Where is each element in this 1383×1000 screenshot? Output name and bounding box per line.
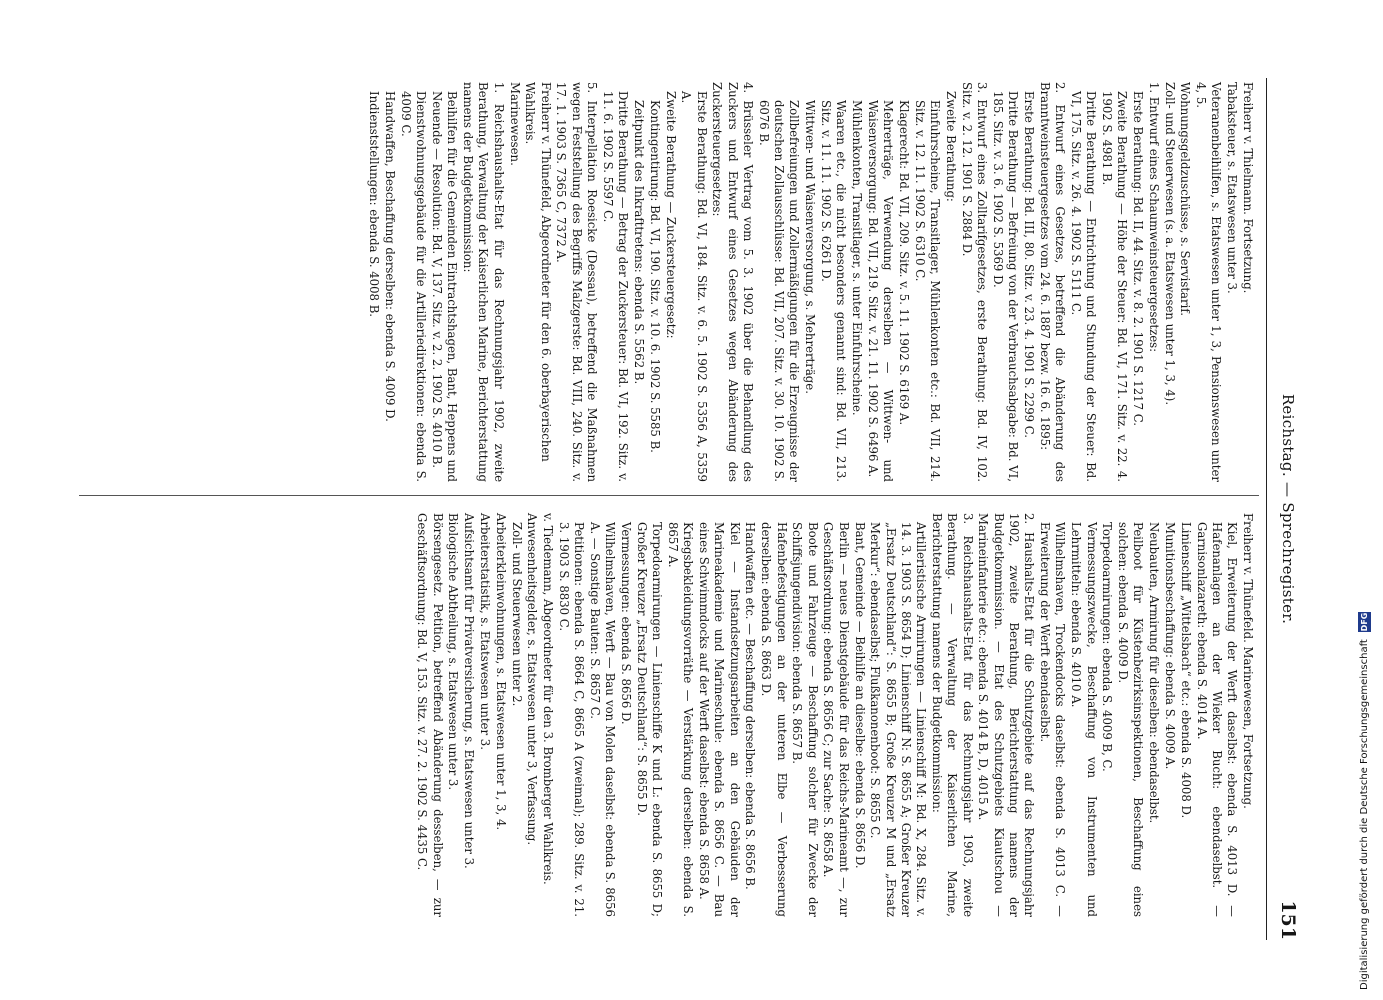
- right-column: [413, 513, 1255, 917]
- register-entry: Marinewesen.: [507, 82, 522, 166]
- register-entry: Wilhelmshaven, Trockendocks daselbst: ebenda S. 4013 C. — Erweiterung der Werft ebendaselbst.: [1038, 522, 1068, 917]
- register-entry: Handwaffen etc. — Beschaffung derselben: ebenda S. 8656 B.: [743, 522, 758, 890]
- register-entry: Kiel, Erweiterung der Werft daselbst: ebenda S. 4013 D. — Hafenanlagen an der Wieker Bucht: ebendaselbst. — Garnisonlazareth: ebenda S. 4014 A.: [1194, 522, 1240, 917]
- running-title: Reichstag. — Sprechregister.: [1279, 393, 1297, 625]
- register-entry: 4. Brüsseler Vertrag vom 5. 3. 1902 über die Behandlung des Zuckers und Entwurf eines Gesetzes wegen Abänderung des Zuckersteuergesetzes:: [710, 82, 755, 482]
- register-entry: 1. Entwurf eines Schaumweinsteuergesetzes:: [1146, 82, 1161, 353]
- register-entry: Aufsichtsamt für Privatversicherung, s. Etatswesen unter 3.: [462, 513, 477, 869]
- register-entry: Arbeiterkleinwohnungen, s. Etatswesen unter 1, 3, 4.: [493, 513, 508, 831]
- register-entry: Hafenbefestigungen an der unteren Elbe — Verbesserung derselben: ebenda S. 8663 D.: [759, 522, 789, 917]
- register-entry: Torpedoarmirungen — Linienschiffe K und L: ebenda S. 8655 D; Großer Kreuzer „Ersatz Deutschland“: S. 8655 D.: [634, 522, 665, 917]
- register-entry: Vermessungszwecke, Beschaffung von Instrumenten und Lehrmitteln: ebenda S. 4010 A.: [1069, 522, 1099, 917]
- register-entry: Freiherr v. Thünefeld, Abgeordneter für den 6. oberbayerischen Wahlkreis.: [523, 82, 553, 462]
- register-entry: Mühlenkonten, Transitlager, s. unter Einfuhrscheine.: [850, 100, 865, 416]
- register-entry: Erste Berathung: Bd. III, 80. Sitz. v. 23. 4. 1901 S. 2299 C.: [1021, 91, 1036, 439]
- register-entry: Erste Berathung: Bd. II, 44. Sitz. v. 8. 2. 1901 S. 1217 C.: [1130, 91, 1145, 426]
- register-entry: Tabaksteuer, s. Etatswesen unter 3.: [1225, 82, 1240, 294]
- register-entry: Veteranenbeihilfen, s. Etatswesen unter 1, 3, Pensionswesen unter 4, 5.: [1194, 82, 1224, 482]
- register-entry: Waaren etc., die nicht besonders genannt sind: Bd. VII, 213. Sitz. v. 11. 11. 1902 S. 6261 D.: [818, 100, 849, 482]
- register-entry: Dritte Berathung — Entrichtung und Stundung der Steuer: Bd. VI, 175. Sitz. v. 26. 4. 1902 S. 5111 C.: [1068, 91, 1099, 482]
- page-header: [1271, 78, 1297, 940]
- register-entry: Freiherr v. Thünefeld. Marinewesen, Fortsetzung.: [1241, 513, 1255, 809]
- register-entry: Beihilfen für die Gemeinden Eintrachtshagen, Bant, Heppens und Neuende — Resolution: Bd. V, 137. Sitz. v. 2. 2. 1902 S. 4010 B.: [430, 91, 460, 482]
- register-entry: Munitionsbeschaffung: ebenda S. 4009 A.: [1163, 522, 1178, 770]
- register-entry: 2. Haushalts-Etat für die Schutzgebiete auf das Rechnungsjahr 1902, zweite Berathung, Berichterstattung namens der Budgetkommission. — Etat des Schutzgebiets Kiautschou — Marineinfanterie etc.: ebenda S. 4014 B, D, 4015 A.: [976, 513, 1037, 917]
- column-divider: [79, 495, 1259, 496]
- register-entry: Kiel — Instandsetzungsarbeiten an den Gebäuden der Marineakademie und Marineschule: ebenda S. 8656 C. — Bau eines Schwimmdocks auf der Werft daselbst: ebenda S. 8658 A.: [697, 522, 742, 917]
- register-entry: Kriegsbekleidungsvorräthe — Verstärkung derselben: ebenda S. 8657 A.: [666, 522, 696, 917]
- register-entry: Kontingentirung: Bd. VI, 190. Sitz. v. 10. 6. 1902 S. 5585 B.: [647, 100, 662, 453]
- register-entry: Freiherr v. Thielmann. Fortsetzung.: [1241, 82, 1255, 294]
- digitization-note: [1358, 0, 1376, 990]
- header-rule: [1266, 78, 1267, 940]
- register-entry: Mehrerträge, Verwendung derselben — Wittwen- und Waisenversorgung: Bd. VII, 219. Sitz. v. 21. 11. 1902 S. 6496 A.: [865, 100, 896, 482]
- register-entry: Zoll- und Steuerwesen unter 2.: [509, 522, 524, 707]
- register-entry: Börsengesetz. Petition, betreffend Abänderung desselben, — zur Geschäftsordnung: Bd. V, 153. Sitz. v. 27. 2. 1902 S. 4435 C.: [415, 513, 445, 917]
- register-entry: 1. Reichshaushalts-Etat für das Rechnungsjahr 1902, zweite Berathung, Verwaltung der Kaiserlichen Marine, Berichterstattung namens der Budgetkommission:: [461, 82, 506, 482]
- register-entry: Dritte Berathung — Befreiung von der Verbrauchsabgabe: Bd. VI, 185. Sitz. v. 3. 6. 1902 S. 5369 D.: [990, 91, 1021, 482]
- page-number: 151: [1277, 900, 1299, 940]
- register-entry: Zweite Berathung — Zuckersteuergesetz:: [663, 91, 678, 339]
- register-entry: Biologische Abtheilung, s. Etatswesen unter 3.: [446, 513, 461, 791]
- register-entry: Linienschiff „Wittelsbach“ etc.: ebenda S. 4008 D.: [1178, 522, 1193, 819]
- register-entry: 5. Interpellation Roesicke (Dessau), betreffend die Maßnahmen wegen Feststellung des Begriffs Malzgerste: Bd. VIII, 240. Sitz. v. 17. 1. 1903 S. 7365 C, 7372 A.: [554, 82, 600, 482]
- register-entry: Anwesenheitsgelder, s. Etatswesen unter 3, Verfassung.: [525, 513, 540, 846]
- register-entry: Dritte Berathung — Betrag der Zuckersteuer: Bd. VI, 192. Sitz. v. 11. 6. 1902 S. 5597 C.: [600, 91, 631, 482]
- left-column: [366, 82, 1255, 482]
- register-entry: Arbeiterstatistik, s. Etatswesen unter 3.: [477, 513, 492, 750]
- register-entry: Petitionen: ebenda S. 8664 C, 8665 A (zweimal); 289. Sitz. v. 21. 3. 1903 S. 8830 C.: [556, 522, 587, 917]
- register-entry: 3. Reichshaushalts-Etat für das Rechnungsjahr 1903, zweite Berathung. — Verwaltung der Kaiserlichen Marine, Berichterstattung namens der Budgetkommission:: [930, 513, 975, 917]
- register-entry: Erste Berathung: Bd. VI, 184. Sitz. v. 6. 5. 1902 S. 5356 A, 5359 A.: [679, 91, 709, 482]
- register-entry: Wilhelmshaven, Werft — Bau von Molen daselbst: ebenda S. 8656 A. — Sonstige Bauten: S. 8657 C.: [588, 522, 618, 917]
- register-entry: Berlin — neues Dienstgebäude für das Reichs-Marineamt —, zur Geschäftsordnung: ebenda S. 8656 C; zur Sache: S. 8658 A.: [821, 522, 851, 917]
- register-entry: Vermessungen: ebenda S. 8656 D.: [619, 522, 634, 725]
- register-entry: Wittwen- und Waisenversorgung, s. Mehrerträge.: [803, 100, 818, 394]
- register-entry: Indienststellungen: ebenda S. 4008 B.: [367, 91, 382, 318]
- register-entry: Artilleristische Armirungen — Linienschiff M: Bd. X, 284. Sitz. v. 14. 3. 1903 S. 8654 D; Linienschiff N: S. 8655 A; Großer Kreuzer „Ersatz Deutschland“: S. 8655 B; Große Kreuzer M und „Ersatz Merkur“: ebendaselbst; Flußkanonenboot: S. 8655 C.: [868, 522, 929, 917]
- dfg-logo: DFG: [1360, 612, 1369, 632]
- register-entry: Dienstwohnungsgebäude für die Artilleriedirektionen: ebenda S. 4009 C.: [398, 91, 429, 482]
- register-entry: Torpedoarmirungen: ebenda S. 4009 B, C.: [1100, 522, 1115, 772]
- register-entry: Zweite Berathung — Höhe der Steuer: Bd. VI, 171. Sitz. v. 22. 4. 1902 S. 4981 B.: [1099, 91, 1130, 482]
- register-entry: Einfuhrscheine, Transitlager, Mühlenkonten etc.: Bd. VII, 214. Sitz. v. 12. 11. 1902 S. 6310 C.: [912, 100, 943, 482]
- register-entry: Handwaffen, Beschaffung derselben: ebenda S. 4009 D.: [383, 91, 398, 422]
- register-entry: Zweite Berathung:: [943, 91, 958, 202]
- register-entry: Bant, Gemeinde — Beihilfe an dieselbe: ebenda S. 8656 D.: [852, 522, 867, 869]
- register-entry: Zollbefreiungen und Zollermäßigungen für die Erzeugnisse der deutschen Zollausschlüsse: Bd. VII, 207. Sitz. v. 30. 10. 1902 S. 6076 B.: [756, 100, 802, 482]
- register-entry: v. Tiedemann, Abgeordneter für den 3. Bromberger Wahlkreis.: [541, 513, 556, 885]
- register-entry: Zeitpunkt des Inkrafttretens: ebenda S. 5562 B.: [631, 100, 646, 385]
- digitization-note-text: Digitalisierung gefördert durch die Deutsche Forschungsgemeinschaft: [1359, 639, 1370, 990]
- register-entry: Wohnungsgeldzuschüsse, s. Servistarif.: [1178, 82, 1193, 316]
- register-entry: 3. Entwurf eines Zolltarifgesetzes, erste Berathung: Bd. IV, 102. Sitz. v. 2. 12. 1901 S. 2884 D.: [959, 82, 989, 482]
- register-entry: 2. Entwurf eines Gesetzes, betreffend die Abänderung des Branntweinsteuergesetzes vom 24. 6. 1887 bezw. 16. 6. 1895:: [1037, 82, 1067, 482]
- register-entry: Boote und Fahrzeuge — Beschaffung solcher für Zwecke der Schiffsjungendivision: ebenda S. 8657 B.: [790, 522, 820, 917]
- register-entry: Peilboot für Küstenbezirksinspektionen, Beschaffung eines solchen: ebenda S. 4009 D.: [1116, 522, 1146, 917]
- register-entry: Neubauten, Armirung für dieselben: ebendaselbst.: [1147, 522, 1162, 824]
- register-entry: Zoll- und Steuerwesen (s. a. Etatswesen unter 1, 3, 4).: [1162, 82, 1177, 406]
- register-entry: Klagerecht: Bd. VII, 209. Sitz. v. 5. 11. 1902 S. 6169 A.: [896, 100, 911, 426]
